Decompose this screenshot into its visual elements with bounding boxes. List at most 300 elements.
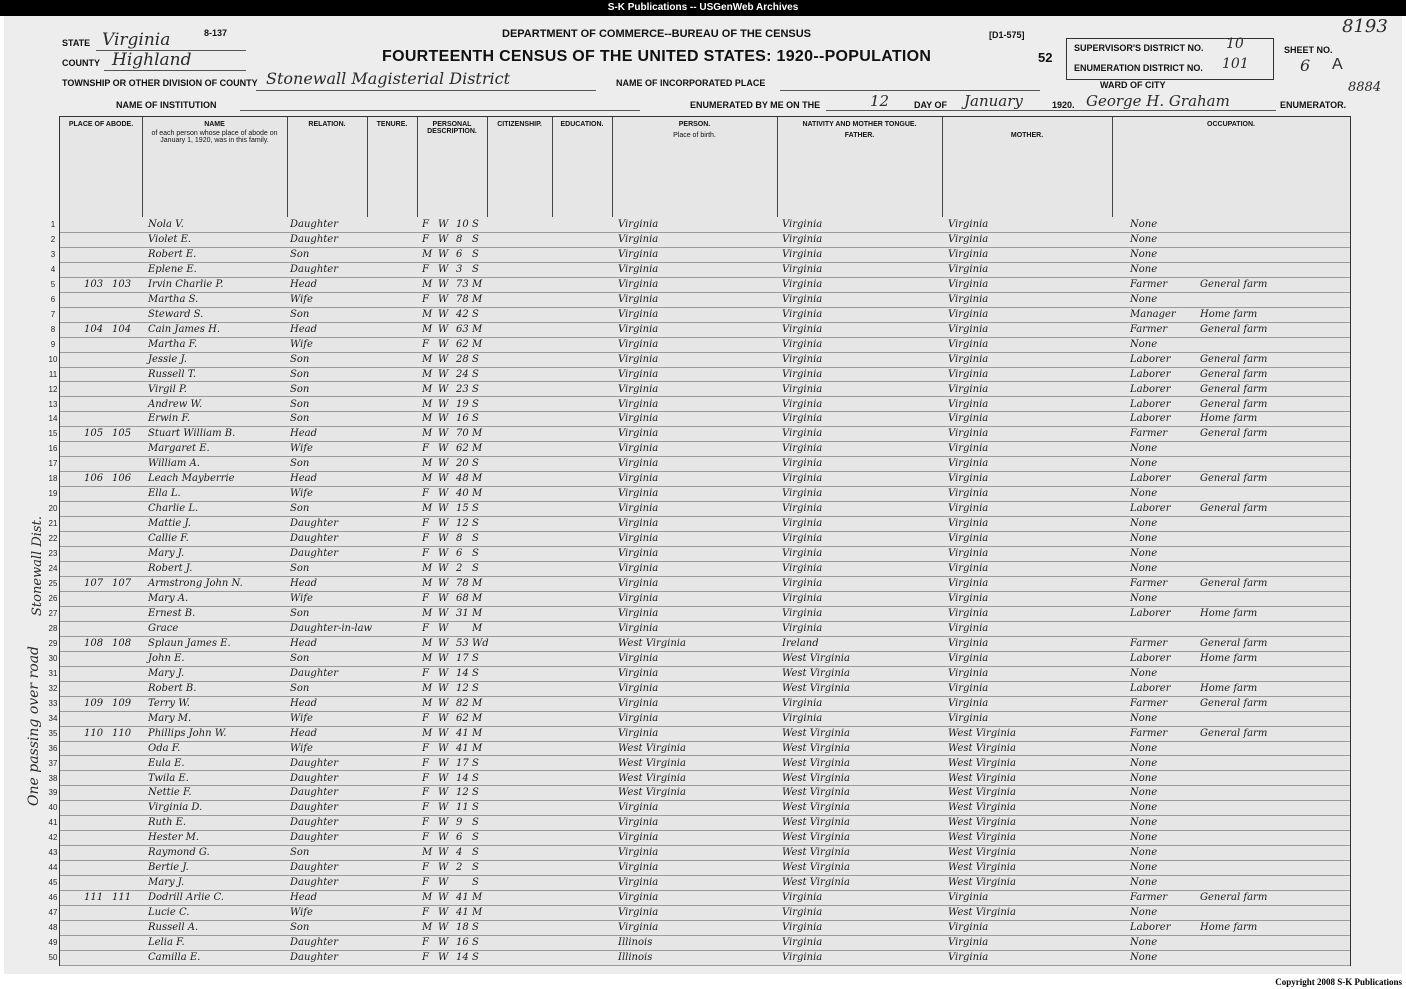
county-label: COUNTY [62,58,100,68]
father-birthplace: Virginia [782,248,823,260]
sex: M [422,652,433,664]
census-sheet [4,16,1402,974]
table-row [48,426,1350,442]
industry [1200,756,1280,771]
age: 6 [456,548,463,560]
sex: F [422,862,429,874]
line-number: 11 [48,369,58,379]
marital-status: S [472,248,479,260]
birthplace: Illinois [618,952,653,964]
industry [1200,456,1280,471]
birthplace: Virginia [618,622,659,634]
state-label: STATE [62,38,91,48]
person-name: Robert E. [148,248,197,260]
race: W [438,293,449,305]
person-name: Robert J. [148,563,193,575]
race: W [438,832,449,844]
form-code: [D1-575] [989,30,1025,40]
relation: Head [290,578,318,590]
industry: General farm [1200,428,1268,440]
age: 53 [456,637,469,649]
sex: F [422,712,429,724]
marital-status: S [472,398,479,410]
age: 16 [456,413,469,425]
occupation: None [1130,518,1158,530]
age: 3 [456,263,463,275]
relation: Son [290,922,310,934]
person-name: Ernest B. [148,607,196,619]
day-of-label: DAY OF [914,100,948,110]
table-row [48,771,1350,787]
birthplace: Virginia [618,458,659,470]
dwelling-number [84,292,112,307]
occupation: None [1130,338,1158,350]
father-birthplace: Virginia [782,323,823,335]
line-number: 32 [48,683,58,693]
father-birthplace: West Virginia [782,802,850,814]
sex: F [422,263,429,275]
birthplace: Virginia [618,817,659,829]
table-row [48,456,1350,472]
line-number: 3 [50,249,56,259]
occupation: None [1130,443,1158,455]
relation: Son [290,368,310,380]
father-birthplace: West Virginia [782,667,850,679]
line-number: 30 [48,653,58,663]
occupation: None [1130,907,1158,919]
age: 16 [456,937,469,949]
relation: Daughter [290,533,338,545]
occupation: None [1130,937,1158,949]
marital-status: M [472,892,483,904]
family-number [112,606,140,621]
age [456,875,472,890]
person-name: Virgil P. [148,383,187,395]
family-number [112,531,140,546]
marital-status: S [472,772,479,784]
family-number [112,217,140,232]
sex: M [422,458,433,470]
county-value: Highland [112,50,192,70]
mother-birthplace: Virginia [948,293,989,305]
marital-status: S [472,219,479,230]
industry: General farm [1200,578,1268,590]
dwelling-number [84,815,112,830]
occupation: None [1130,533,1158,545]
dwelling-number [84,950,112,965]
age: 24 [456,368,469,380]
table-row [48,920,1350,936]
birthplace: Virginia [618,219,659,230]
table-row [50,322,1350,338]
father-birthplace: Virginia [782,503,823,515]
relation: Wife [290,712,313,724]
industry [1200,621,1280,636]
race: W [438,428,449,440]
col-personal: PERSONAL DESCRIPTION. [417,117,488,217]
copyright-notice: Copyright 2008 S-K Publications [1275,977,1402,987]
mother-birthplace: Virginia [948,697,989,709]
occupation: Farmer [1130,697,1168,709]
table-row [48,367,1350,383]
table-row [48,875,1350,891]
person-name: Violet E. [148,233,192,245]
marital-status: S [472,458,479,470]
table-row [48,666,1350,682]
sex: M [422,563,433,575]
line-number: 14 [48,414,58,424]
race: W [438,563,449,575]
line-number: 20 [48,504,58,514]
father-birthplace: Virginia [782,563,823,575]
line-number: 29 [48,638,58,648]
person-name: Cain James H. [148,323,221,335]
dwelling-number [84,397,112,412]
mother-birthplace: Virginia [948,652,989,664]
line-number: 10 [48,354,58,364]
sex: F [422,877,429,889]
occupation: Laborer [1130,652,1171,664]
relation: Daughter [290,548,338,560]
age: 63 [456,323,469,335]
family-number [112,441,140,456]
race: W [438,548,449,560]
relation: Daughter [290,263,338,275]
person-name: Mary J. [148,548,185,560]
sex: F [422,338,429,350]
dwelling-number [84,382,112,397]
father-birthplace: Virginia [782,518,823,530]
marital-status: S [472,353,479,365]
table-row [48,561,1350,577]
census-year: 1920. [1052,100,1075,110]
father-birthplace: Virginia [782,952,823,964]
birthplace: Virginia [618,473,659,485]
industry: Home farm [1200,922,1258,934]
birthplace: Virginia [618,593,659,604]
family-number [112,756,140,771]
father-birthplace: Virginia [782,488,823,500]
marital-status: M [472,622,483,634]
sex: M [422,428,433,440]
age: 70 [456,428,469,440]
line-number: 15 [48,429,58,439]
corner-number: 8193 [1342,16,1388,37]
family-number: 104 [112,323,132,335]
family-number [112,935,140,950]
mother-birthplace: Virginia [948,219,989,230]
dwelling-number: 108 [84,637,104,649]
industry: General farm [1200,727,1268,739]
mother-birthplace: West Virginia [948,802,1016,814]
table-row [50,337,1350,353]
age: 23 [456,383,469,395]
age: 6 [456,248,463,260]
relation: Son [290,308,310,320]
occupation: None [1130,458,1158,470]
father-birthplace: Virginia [782,219,823,230]
occupation: None [1130,847,1158,859]
family-number [112,411,140,426]
father-birthplace: Virginia [782,338,823,350]
industry: General farm [1200,697,1268,709]
sex: M [422,847,433,859]
mother-birthplace: West Virginia [948,847,1016,859]
line-number: 9 [50,339,56,349]
table-row [48,516,1350,532]
dwelling-number [84,247,112,262]
father-birthplace: Virginia [782,712,823,724]
mother-birthplace: Virginia [948,607,989,619]
mother-birthplace: Virginia [948,622,989,634]
age: 48 [456,473,469,485]
line-number: 37 [48,758,58,768]
relation: Wife [290,907,313,919]
industry [1200,741,1280,756]
industry: General farm [1200,383,1268,395]
line-number: 2 [50,234,56,244]
mother-birthplace: Virginia [948,443,989,455]
age: 19 [456,398,469,410]
birthplace: Virginia [618,353,659,365]
industry [1200,830,1280,845]
marital-status: M [472,338,483,350]
occupation: None [1130,772,1158,784]
industry [1200,591,1280,606]
industry [1200,516,1280,531]
table-row [50,262,1350,278]
mother-birthplace: West Virginia [948,727,1016,739]
family-number [112,546,140,561]
father-birthplace: Virginia [782,368,823,380]
line-number: 31 [48,668,58,678]
dwelling-number [84,666,112,681]
mother-birthplace: West Virginia [948,787,1016,799]
family-number [112,905,140,920]
mother-birthplace: West Virginia [948,772,1016,784]
industry [1200,337,1280,352]
sex: F [422,787,429,799]
father-birthplace: Virginia [782,308,823,320]
father-birthplace: Virginia [782,278,823,290]
birthplace: West Virginia [618,757,686,769]
census-title: FOURTEENTH CENSUS OF THE UNITED STATES: 1920--POPULATION [382,48,932,65]
col-father-birth: NATIVITY AND MOTHER TONGUE. FATHER. [777,117,943,217]
col-name: NAME of each person whose place of abode on January 1, 1920, was in this family. [142,117,288,217]
age: 78 [456,578,469,590]
father-birthplace: Virginia [782,593,823,604]
table-row [48,905,1350,921]
family-number [112,367,140,382]
form-number: 8-137 [204,28,228,38]
marital-status: M [472,578,483,590]
mother-birthplace: Virginia [948,712,989,724]
col-person-birth: PERSON. Place of birth. [612,117,778,217]
race: W [438,263,449,275]
line-number: 28 [48,623,58,633]
industry [1200,486,1280,501]
person-name: Mary M. [148,712,192,724]
relation: Son [290,383,310,395]
father-birthplace: Virginia [782,578,823,590]
enumerated-month: January [964,92,1023,110]
mother-birthplace: Virginia [948,278,989,290]
race: W [438,607,449,619]
father-birthplace: Virginia [782,622,823,634]
birthplace: Virginia [618,278,659,290]
age: 28 [456,353,469,365]
marital-status: S [472,518,479,530]
age: 73 [456,278,469,290]
person-name: Armstrong John N. [148,578,243,590]
birthplace: West Virginia [618,787,686,799]
marital-status: S [472,503,479,515]
sex: F [422,293,429,305]
race: W [438,862,449,874]
table-row [48,950,1350,966]
father-birthplace: West Virginia [782,847,850,859]
mother-birthplace: Virginia [948,383,989,395]
occupation: None [1130,862,1158,874]
age: 10 [456,219,469,230]
family-number [112,845,140,860]
marital-status: M [472,712,483,724]
race: W [438,937,449,949]
race: W [438,922,449,934]
family-number [112,516,140,531]
corner-number-2: 8884 [1348,80,1382,95]
dwelling-number [84,756,112,771]
occupation: None [1130,293,1158,305]
person-name: Eula E. [148,757,185,769]
line-number: 41 [48,818,58,828]
dwelling-number [84,217,112,232]
birthplace: Virginia [618,323,659,335]
age: 9 [456,817,463,829]
marital-status: S [472,952,479,964]
sex: M [422,323,433,335]
race: W [438,503,449,515]
line-number: 39 [48,788,58,798]
table-row [48,696,1350,712]
family-number: 108 [112,637,132,649]
supervisor-label: SUPERVISOR'S DISTRICT NO. [1074,43,1204,53]
line-number: 17 [48,459,58,469]
age: 17 [456,652,469,664]
sex: M [422,368,433,380]
dwelling-number: 110 [84,727,104,739]
occupation: None [1130,593,1158,604]
mother-birthplace: West Virginia [948,907,1016,919]
person-name: Eplene E. [148,263,197,275]
industry [1200,771,1280,786]
birthplace: Virginia [618,652,659,664]
marital-status: M [472,443,483,455]
table-row [48,591,1350,607]
family-number: 110 [112,727,132,739]
occupation: None [1130,832,1158,844]
family-number [112,352,140,367]
birthplace: Virginia [618,248,659,260]
mother-birthplace: Virginia [948,353,989,365]
age: 2 [456,862,463,874]
sex: F [422,622,429,634]
age: 18 [456,922,469,934]
relation: Daughter [290,817,338,829]
person-name: Nettie F. [148,787,192,799]
marital-status: M [472,293,483,305]
line-number: 34 [48,713,58,723]
line-number: 50 [48,953,58,963]
sex: M [422,682,433,694]
age: 31 [456,607,469,619]
line-number: 5 [50,279,56,289]
industry: General farm [1200,892,1268,904]
person-name: Margaret E. [148,443,210,455]
dwelling-number [84,441,112,456]
race: W [438,622,449,634]
relation: Daughter [290,937,338,949]
line-number: 7 [50,309,56,319]
table-row [48,756,1350,772]
table-row [48,471,1350,487]
relation: Daughter [290,832,338,844]
mother-birthplace: West Virginia [948,742,1016,754]
line-number: 40 [48,803,58,813]
person-name: Twila E. [148,772,189,784]
enumerated-day: 12 [870,92,890,110]
family-number [112,771,140,786]
occupation: None [1130,248,1158,260]
industry [1200,546,1280,561]
person-name: Bertie J. [148,862,189,874]
person-name: Ruth E. [148,817,187,829]
father-birthplace: Virginia [782,413,823,425]
relation: Wife [290,443,313,455]
dwelling-number [84,711,112,726]
race: W [438,278,449,290]
occupation: None [1130,263,1158,275]
person-name: Grace [148,622,179,634]
person-name: Ella L. [148,488,181,500]
family-number [112,800,140,815]
enumeration-value: 101 [1222,56,1249,72]
person-name: Nola V. [148,219,184,230]
line-number: 26 [48,594,58,603]
industry: General farm [1200,278,1268,290]
table-row [48,486,1350,502]
page-number: 52 [1038,50,1053,65]
sex: M [422,278,433,290]
occupation: None [1130,563,1158,575]
occupation: Farmer [1130,278,1168,290]
dwelling-number [84,486,112,501]
sex: F [422,233,429,245]
occupation [1130,621,1200,636]
race: W [438,817,449,829]
birthplace: Virginia [618,712,659,724]
occupation: None [1130,742,1158,754]
relation: Son [290,353,310,365]
dwelling-number [84,905,112,920]
relation: Daughter [290,862,338,874]
mother-birthplace: Virginia [948,248,989,260]
line-number: 12 [48,384,58,394]
marital-status: S [472,667,479,679]
age: 4 [456,847,463,859]
relation: Son [290,398,310,410]
family-number [112,875,140,890]
